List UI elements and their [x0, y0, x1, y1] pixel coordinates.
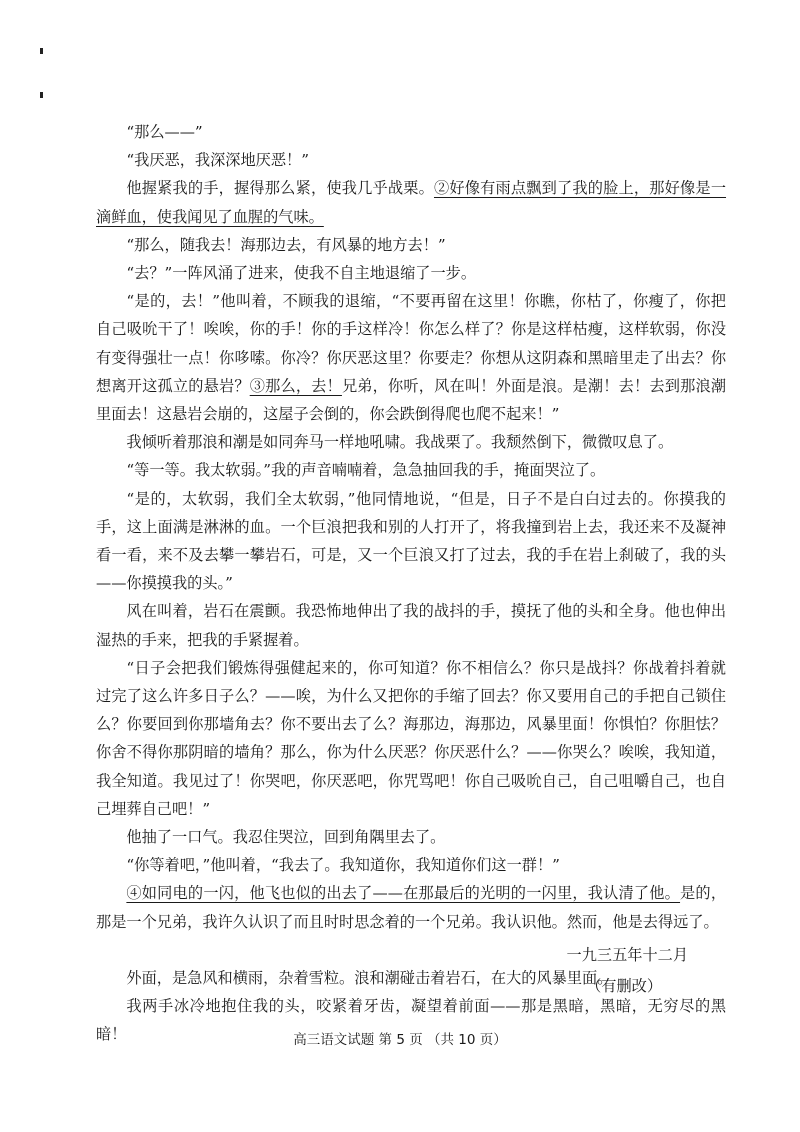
- paragraph-text: 风在叫着，岩石在震颤。我恐怖地伸出了我的战抖的手，摸抚了他的头和全身。他也伸出湿热的手来，把我的手紧握着。: [96, 602, 726, 649]
- underlined-sentence: ④如同电的一闪，他飞也似的出去了——在那最后的光明的一闪里，我认清了他。: [126, 884, 681, 903]
- paragraph-text: 他抽了一口气。我忍住哭泣，回到角隅里去了。: [126, 828, 446, 847]
- paragraph: [96, 456, 726, 484]
- scan-mark: [40, 92, 43, 98]
- underlined-sentence: ③那么，去！: [249, 376, 342, 395]
- paragraph: [96, 174, 726, 230]
- paragraph-text: “去？”一阵风涌了进来，使我不自主地退缩了一步。: [126, 264, 477, 283]
- paragraph-text: “日子会把我们锻炼得强健起来的，你可知道？你不相信么？你只是战抖？你战着抖着就过完了这么许多日子么？——唉，为什么又把你的手缩了回去？你又要用自己的手把自己锁住么？你要回到你那墙角去？你不要出去了么？海那边，海那边，风暴里面！你惧怕？你胆怯？你舍不得你那阴暗的墙角？那么，你为什么厌恶？你厌恶什么？——你哭么？唉唉，我知道，我全知道。我见过了！你哭吧，你厌恶吧，你咒骂吧！你自己吸吮自己，自己咀嚼自己，也自己埋葬自己吧！”: [96, 658, 726, 818]
- paragraph: [96, 231, 726, 259]
- paragraph-text: “我厌恶，我深深地厌恶！”: [126, 151, 309, 170]
- paragraph: [96, 428, 726, 456]
- page-footer: 高三语文试题 第 5 页 （共 10 页）: [293, 1032, 507, 1048]
- paragraph-text: 是的，那是一个兄弟，我许久认识了而且时时思念着的一个兄弟。我认识他。然而，他是去得远了。: [96, 884, 727, 931]
- underlined-sentence: ②好像有雨点飘到了我的脸上，那好像是一滴鲜血，使我闻见了血腥的气味。: [96, 179, 727, 226]
- paragraph: [96, 287, 726, 428]
- paragraph: [96, 597, 726, 653]
- paragraph-text: 他握紧我的手，握得那么紧，使我几乎战栗。: [126, 179, 434, 198]
- date-line: 一九三五年十二月: [566, 946, 688, 964]
- paragraph: [96, 259, 726, 287]
- paragraph: [96, 823, 726, 851]
- paragraph-text: 我两手冰冷地抱住我的头，咬紧着牙齿，凝望着前面——那是黑暗，黑暗，无穷尽的黑暗！: [96, 997, 726, 1044]
- paragraph: [96, 485, 726, 598]
- paragraph-text: 兄弟，你听，风在叫！外面是浪。是潮！去！去到那浪潮里面去！这悬岩会崩的，这屋子会倒的，你会跌倒得爬也爬不起来！”: [96, 376, 727, 424]
- source-note: （有删改）: [586, 977, 662, 995]
- paragraph-text: 外面，是急风和横雨，杂着雪粒。浪和潮碰击着岩石，在大的风暴里面。: [126, 968, 613, 987]
- paragraph: [96, 851, 726, 879]
- paragraph-text: 我倾听着那浪和潮是如同奔马一样地吼啸。我战栗了。我颓然倒下，微微叹息了。: [126, 433, 674, 452]
- paragraph: [96, 118, 726, 146]
- paragraph: [96, 146, 726, 174]
- paragraph: [96, 654, 726, 823]
- scan-mark: [40, 48, 43, 54]
- paragraph: [96, 879, 726, 935]
- paragraph-text: “是的，去！”他叫着，不顾我的退缩，“不要再留在这里！你瞧，你枯了，你瘦了，你把自己吸吮干了！唉唉，你的手！你的手这样冷！你怎么样了？你是这样枯瘦，这样软弱，你没有变得强壮一点！你哆嗦。你冷？你厌恶这里？你要走？你想从这阴森和黑暗里走了出去？你想离开这孤立的悬岩？: [96, 292, 726, 395]
- paragraph-text: “那么——”: [126, 123, 203, 141]
- paragraph-text: “等一等。我太软弱。”我的声音喃喃着，急急抽回我的手，掩面哭泣了。: [126, 461, 606, 480]
- paragraph-text: “是的，太软弱，我们全太软弱，”他同情地说，“但是，日子不是白白过去的。你摸我的手，这上面满是淋淋的血。一个巨浪把我和别的人打开了，将我撞到岩上去，我还来不及凝神看一看，来不及去攀一攀岩石，可是，又一个巨浪又打了过去，我的手在岩上刹破了，我的头——你摸摸我的头。”: [96, 489, 726, 593]
- paragraph-text: “那么，随我去！海那边去，有风暴的地方去！”: [126, 235, 446, 254]
- paragraph-text: “你等着吧，”他叫着，“我去了。我知道你，我知道你们这一群！”: [126, 856, 560, 875]
- passage-body: [96, 118, 726, 1049]
